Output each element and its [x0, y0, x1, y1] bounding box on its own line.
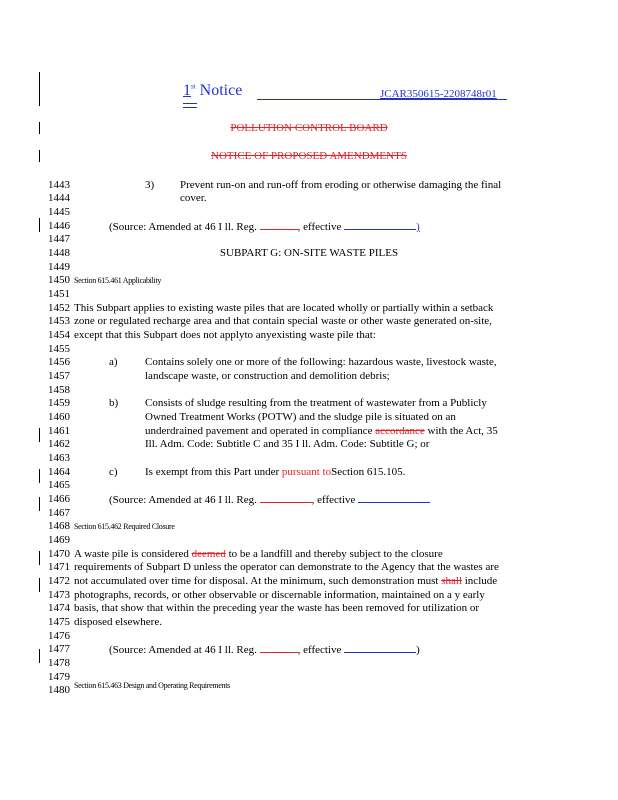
line-number: 1476	[48, 630, 70, 642]
line-number: 1469	[48, 534, 70, 546]
line-number: 1452	[48, 302, 70, 314]
line-number: 1446	[48, 220, 70, 232]
line-number: 1460	[48, 411, 70, 423]
line-number: 1458	[48, 384, 70, 396]
item-b-text	[145, 425, 498, 437]
paragraph-part: not accumulated over time for disposal. At the minimum, such demonstration must	[74, 575, 439, 587]
jcar-code: JCAR350615-2208748r01	[380, 88, 497, 100]
line-number: 1444	[48, 192, 70, 204]
item-3-text: Prevent run-on and run-off from eroding or otherwise damaging the final	[180, 179, 502, 191]
change-bar	[39, 497, 40, 511]
change-bar	[39, 72, 40, 106]
reg-blank	[260, 643, 298, 653]
change-bar	[39, 551, 40, 565]
paragraph-line: except that this Subpart does not applyto anyexisting waste pile that:	[74, 329, 376, 341]
paragraph-part: A waste pile is considered	[74, 548, 189, 560]
source-effective: , effective	[297, 644, 342, 656]
line-number: 1467	[48, 507, 70, 519]
item-c-label: c)	[109, 466, 118, 478]
date-blank	[344, 643, 416, 653]
change-bar	[39, 218, 40, 232]
section-heading: Section 615.462 Required Closure	[74, 522, 175, 531]
item-b-text: Ill. Adm. Code: Subtitle C and 35 I ll. Adm. Code: Subtitle G; or	[145, 438, 430, 450]
item-a-label: a)	[109, 356, 118, 368]
change-bar	[39, 469, 40, 483]
line-number: 1457	[48, 370, 70, 382]
paragraph-line: This Subpart applies to existing waste piles that are located wholly or partially within a setback	[74, 302, 494, 314]
line-number: 1443	[48, 179, 70, 191]
board-name: POLLUTION CONTROL BOARD	[230, 122, 388, 134]
source-prefix: (Source: Amended at 46 I ll. Reg.	[109, 644, 257, 656]
line-number: 1448	[48, 247, 70, 259]
notice-title	[183, 82, 242, 100]
paragraph-part: to be a landfill and thereby subject to the closure	[228, 548, 443, 560]
section-heading: Section 615.463 Design and Operating Requirements	[74, 681, 230, 690]
source-prefix: (Source: Amended at 46 I ll. Reg.	[109, 221, 257, 233]
line-number: 1470	[48, 548, 70, 560]
line-number: 1445	[48, 206, 70, 218]
paragraph-line: photographs, records, or other observable or discernable information, maintained on a y early	[74, 589, 485, 601]
line-number: 1475	[48, 616, 70, 628]
line-number: 1454	[48, 329, 70, 341]
reg-blank	[260, 220, 298, 230]
date-blank	[358, 493, 430, 503]
change-bar	[39, 649, 40, 663]
paragraph-part: include	[464, 575, 498, 587]
paragraph-line	[74, 575, 497, 587]
source-note	[109, 493, 430, 506]
line-number: 1468	[48, 520, 70, 532]
line-number: 1456	[48, 356, 70, 368]
line-number: 1465	[48, 479, 70, 491]
item-c-text-part: Section 615.105.	[331, 466, 406, 478]
source-prefix: (Source: Amended at 46 I ll. Reg.	[109, 494, 257, 506]
line-number: 1464	[48, 466, 70, 478]
line-number: 1474	[48, 602, 70, 614]
paragraph-line	[74, 548, 443, 560]
line-number: 1449	[48, 261, 70, 273]
item-a-text: Contains solely one or more of the following: hazardous waste, livestock waste,	[145, 356, 497, 368]
notice-double-underline	[183, 103, 197, 104]
item-b-text: Consists of sludge resulting from the treatment of wastewater from a Publicly	[145, 397, 487, 409]
line-number: 1459	[48, 397, 70, 409]
line-number: 1472	[48, 575, 70, 587]
source-effective: , effective	[297, 221, 342, 233]
item-b-label: b)	[109, 397, 119, 409]
item-3-text: cover.	[180, 192, 207, 204]
line-number: 1462	[48, 438, 70, 450]
change-bar	[39, 428, 40, 442]
notice-number: 1	[183, 82, 191, 99]
line-number: 1477	[48, 643, 70, 655]
source-note	[109, 220, 420, 233]
line-number: 1455	[48, 343, 70, 355]
source-close: )	[416, 644, 420, 656]
item-c-text	[145, 466, 405, 478]
line-number: 1478	[48, 657, 70, 669]
line-number: 1463	[48, 452, 70, 464]
subpart-heading: SUBPART G: ON-SITE WASTE PILES	[219, 247, 399, 259]
section-heading: Section 615.461 Applicability	[74, 276, 162, 285]
notice-double-underline	[183, 107, 197, 108]
reg-blank	[260, 493, 312, 503]
line-number: 1453	[48, 315, 70, 327]
item-b-text: Owned Treatment Works (POTW) and the sludge pile is situated on an	[145, 411, 456, 423]
notice-suffix: st	[191, 82, 196, 91]
inserted-text: pursuant to	[281, 466, 332, 478]
deleted-text: deemed	[191, 548, 226, 560]
item-b-text-part: underdrained pavement and operated in compliance	[145, 425, 373, 437]
paragraph-line: requirements of Subpart D unless the operator can demonstrate to the Agency that the wastes are	[74, 561, 499, 573]
deleted-text: accordance	[375, 425, 425, 437]
paragraph-line: basis, that show that within the preceding year the waste has been removed for utilization or	[74, 602, 480, 614]
line-number: 1461	[48, 425, 70, 437]
notice-heading: NOTICE OF PROPOSED AMENDMENTS	[211, 150, 407, 162]
line-number: 1450	[48, 274, 70, 286]
line-number: 1480	[48, 684, 70, 696]
deleted-text: shall	[441, 575, 462, 587]
paragraph-line: zone or regulated recharge area and that contain special waste or other waste generated on-site,	[74, 315, 492, 327]
item-3-label: 3)	[145, 179, 155, 191]
source-note	[109, 643, 420, 656]
item-c-text-part: Is exempt from this Part under	[145, 466, 280, 478]
source-close: )	[416, 221, 420, 233]
item-b-text-part: with the Act, 35	[427, 425, 498, 437]
line-number: 1466	[48, 493, 70, 505]
line-number: 1451	[48, 288, 70, 300]
notice-word: Notice	[199, 82, 243, 99]
item-a-text: landscape waste, or construction and demolition debris;	[145, 370, 390, 382]
date-blank	[344, 220, 416, 230]
change-bar	[39, 578, 40, 592]
source-effective: , effective	[311, 494, 356, 506]
line-number: 1473	[48, 589, 70, 601]
line-number: 1447	[48, 233, 70, 245]
line-number: 1479	[48, 671, 70, 683]
paragraph-line: disposed elsewhere.	[74, 616, 162, 628]
line-number: 1471	[48, 561, 70, 573]
